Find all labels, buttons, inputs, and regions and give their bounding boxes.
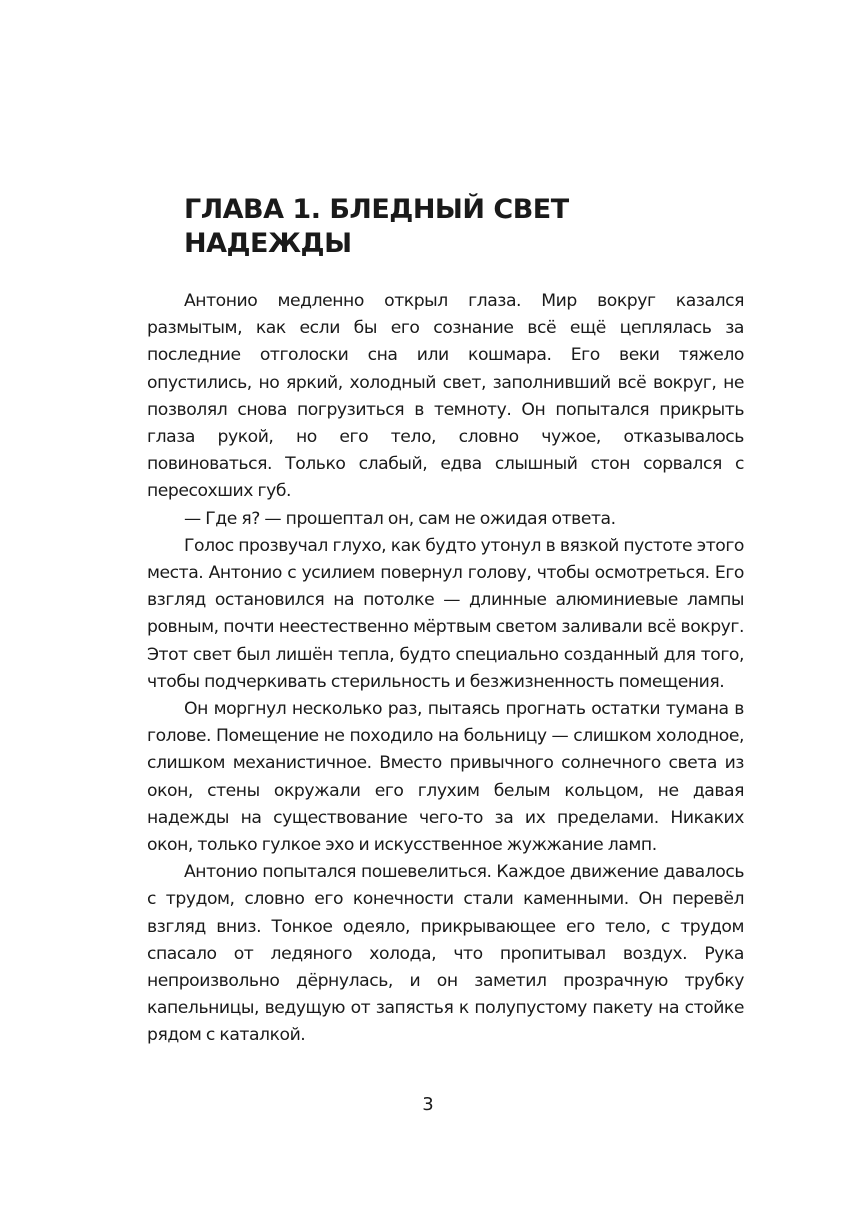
paragraph-5: Антонио попытался пошевелиться. Каждое движение давалось с трудом, словно его конечности стали каменными. Он перевёл взгляд вниз. Тонкое одеяло, прикрывающее его тело, с трудом спасало от ледяного холода, что пропитывал воздух. Рука непроизвольно дёрнулась, и он заметил прозрачную трубку капельницы, ведущую от запястья к полупустому пакету на стойке рядом с каталкой.: [147, 862, 744, 1046]
paragraph-4: Он моргнул несколько раз, пытаясь прогнать остатки тумана в голове. Помещение не походило на больницу — слишком холодное, слишком механистичное. Вместо привычного солнечного света из окон, стены окружали его глухим белым кольцом, не давая надежды на существование чего-то за их пределами. Никаких окон, только гулкое эхо и искусственное жужжание ламп.: [147, 699, 744, 856]
chapter-title: [184, 193, 744, 261]
chapter-title-line-1: ГЛАВА 1. БЛЕДНЫЙ СВЕТ: [184, 194, 569, 225]
paragraph-1: Антонио медленно открыл глаза. Мир вокруг казался размытым, как если бы его сознание всё ещё цеплялась за последние отголоски сна или кошмара. Его веки тяжело опустились, но яркий, холодный свет, заполнивший всё вокруг, не позволял снова погрузиться в темноту. Он попытался прикрыть глаза рукой, но его тело, словно чужое, отказывалось повиноваться. Только слабый, едва слышный стон сорвался с пересохших губ.: [147, 291, 744, 502]
paragraph-3: Голос прозвучал глухо, как будто утонул в вязкой пустоте этого места. Антонио с усилием повернул голову, чтобы осмотреться. Его взгляд остановился на потолке — длинные алюминиевые лампы ровным, почти неестественно мёртвым светом заливали всё вокруг. Этот свет был лишён тепла, будто специально созданный для того, чтобы подчеркивать стерильность и безжизненность помещения.: [147, 535, 744, 692]
chapter-body: [147, 288, 744, 1050]
chapter-title-line-2: НАДЕЖДЫ: [184, 228, 352, 259]
page-number: 3: [422, 1094, 434, 1115]
dialogue-line: — Где я? — прошептал он, сам не ожидая ответа.: [184, 508, 616, 529]
